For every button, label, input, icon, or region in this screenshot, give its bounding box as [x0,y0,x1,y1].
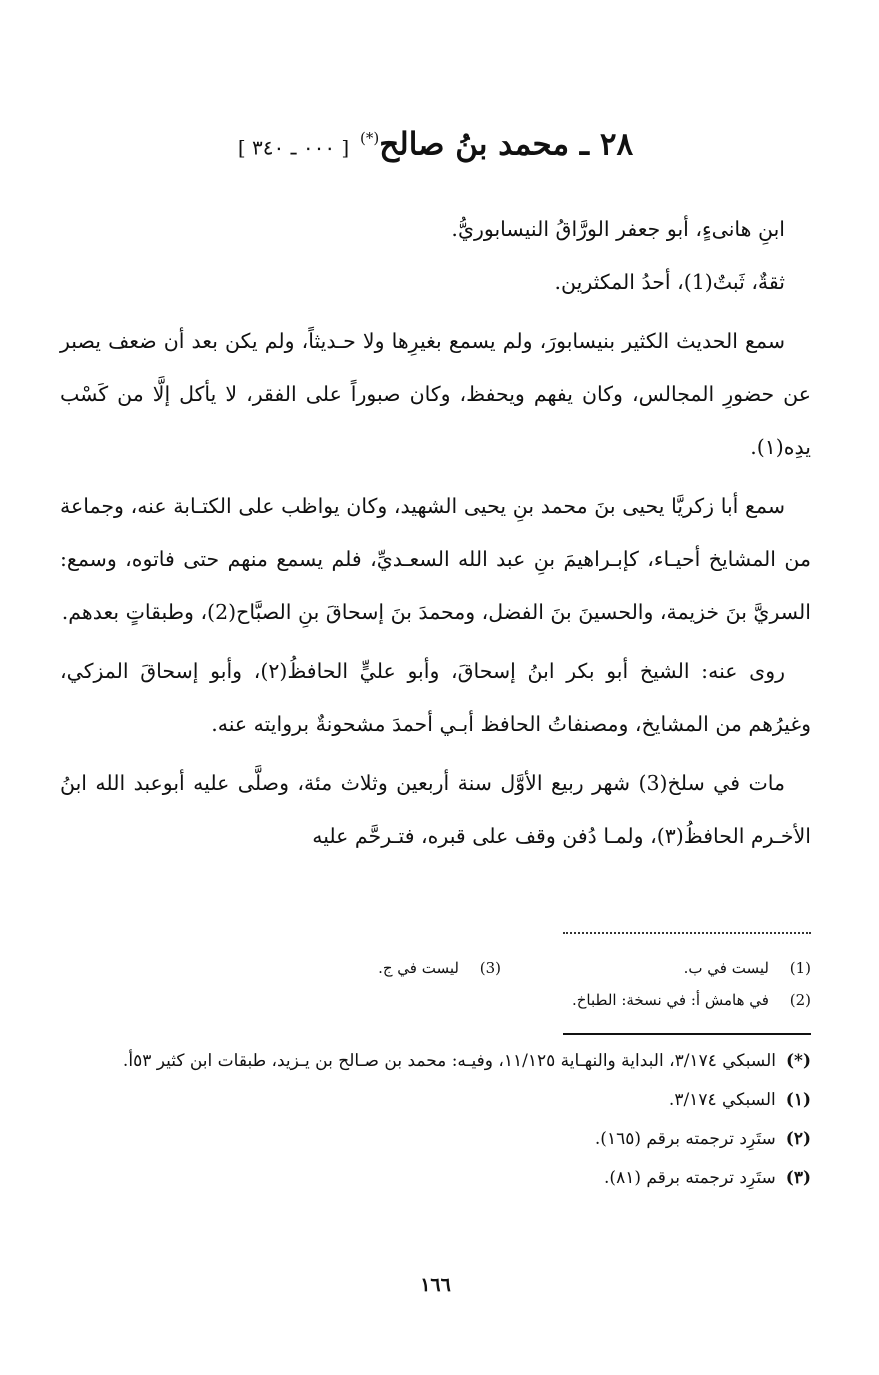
variant-note-number: (2) [789,991,811,1009]
footnote-number: (٢) [785,1129,811,1149]
variant-notes-row [60,952,811,984]
entry-number: ٢٨ [599,126,634,163]
footnote-text: السبكي ٣/١٧٤، البداية والنهـاية ١١/١٢٥، وفيـه: محمد بن صـالح بن يـزيد، طبقات ابن كثير ٥٣أ. [122,1051,777,1071]
book-page [60,0,811,1375]
paragraph-hearing: سمع الحديث الكثير بنيسابورَ، ولم يسمع بغيرِها ولا حـديثاً، ولم يكن بعد أن ضعف يصبر عن حضورِ المجالس، وكان يفهم ويحفظ، وكان صبوراً على الفقر، لا يأكل إلَّا من كَسْب يدِه(١). [60,329,811,459]
footnote [60,1120,811,1159]
variant-notes-row [60,984,811,1016]
variant-note-number: (1) [789,959,811,977]
paragraph-death: مات في سلخ(3) شهر ربيع الأوَّل سنة أربعين وثلاث مئة، وصلَّى عليه أبوعبد الله ابنُ الأخـرم الحافظُ(٣)، ولمـا دُفن وقف على قبره، فتـرحَّم عليه [60,771,811,848]
footnote-text: السبكي ٣/١٧٤. [668,1090,776,1110]
footnote [60,1159,811,1198]
footnote-number: (*) [786,1051,811,1071]
footnote-sources [60,1042,811,1081]
variant-notes-separator [563,932,811,934]
biography-text [60,203,811,863]
footnote-text: ستَرِد ترجمته برقم (١٦٥). [594,1129,776,1149]
paragraph-lineage: ابنِ هانىءٍ، أبو جعفر الورَّاقُ النيسابوريُّ. [451,217,785,241]
footnote-text: ستَرِد ترجمته برقم (٨١). [604,1168,776,1188]
paragraph-students: روى عنه: الشيخ أبو بكر ابنُ إسحاقَ، وأبو عليٍّ الحافظُ(٢)، وأبو إسحاقَ المزكي، وغيرُهم من المشايخ، ومصنفاتُ الحافظ أبـي أحمدَ مشحونةٌ بروايته عنه. [60,659,811,736]
entry-name: محمد بنُ صالح [379,126,570,163]
variant-note-text: ليست في ب. [683,959,769,977]
footnotes [60,1042,811,1198]
variant-note [191,952,501,984]
paragraph-teachers: سمع أبا زكريَّا يحيى بنَ محمد بنِ يحيى الشهيد، وكان يواظب على الكتـابة عنه، وجماعة من المشايخ أحيـاء، كإبـراهيمَ بنِ عبد الله السعـديِّ، فلم يسمع منهم حتى فاتوه، وسمع: السريَّ بنَ خزيمة، والحسينَ بنَ الفضل، ومحمدَ بنَ إسحاقَ بنِ الصبَّاح(2)، وطبقاتٍ بعدهم. [60,494,811,624]
entry-heading [60,112,811,173]
entry-dates: [ ٠٠٠ ـ ٣٤٠ ] [237,135,350,160]
variant-note-text: في هامش أ: في نسخة: الطباخ. [571,991,769,1009]
variant-note [501,952,811,984]
page-number: ١٦٦ [420,1274,451,1296]
footnotes-separator [563,1033,811,1035]
variant-note-text: ليست في ج. [378,959,459,977]
entry-note-mark: (*) [360,129,380,147]
entry-dash: ـ [579,126,590,163]
footnote-number: (١) [785,1090,811,1110]
footnote [60,1081,811,1120]
variant-notes [60,952,811,1016]
variant-note-number: (3) [479,959,501,977]
variant-note [501,984,811,1016]
footnote-number: (٣) [785,1168,811,1188]
paragraph-grading: ثقةٌ، ثَبتٌ(1)، أحدُ المكثرين. [554,270,785,294]
